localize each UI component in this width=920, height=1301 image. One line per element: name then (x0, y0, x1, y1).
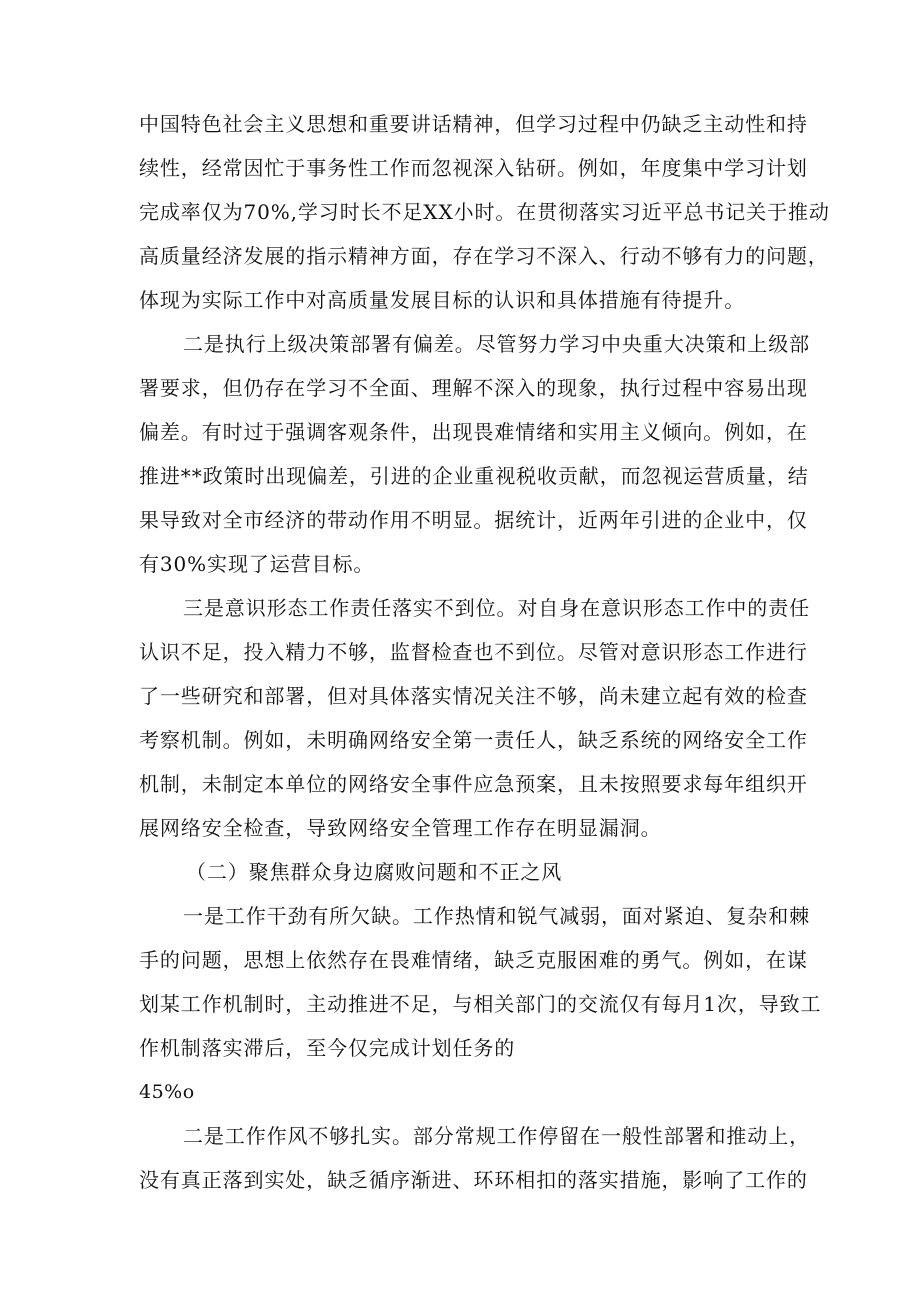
text-line: 展网络安全检查，导致网络安全管理工作存在明显漏洞。 (139, 816, 662, 840)
paragraph-start-line: 二是工作作风不够扎实。部分常规工作停留在一般性部署和推动上， (183, 1124, 810, 1148)
text-line: 果导致对全市经济的带动作用不明显。据统计，近两年引进的企业中，仅 (139, 508, 808, 532)
paragraph-start-line: 一是工作干劲有所欠缺。工作热情和锐气减弱，面对紧迫、复杂和棘 (183, 904, 810, 928)
text-line: 考察机制。例如，未明确网络安全第一责任人，缺乏系统的网络安全工作 (139, 728, 808, 752)
text-line: 机制，未制定本单位的网络安全事件应急预案，且未按照要求每年组织开 (139, 772, 808, 796)
text-line: 了一些研究和部署，但对具体落实情况关注不够，尚未建立起有效的检查 (139, 684, 808, 708)
text-line: 署要求，但仍存在学习不全面、理解不深入的现象，执行过程中容易出现 (139, 376, 808, 400)
text-line: 有30%实现了运营目标。 (139, 552, 375, 576)
text-line: 认识不足，投入精力不够，监督检查也不到位。尽管对意识形态工作进行 (139, 640, 808, 664)
text-line: 体现为实际工作中对高质量发展目标的认识和具体措施有待提升。 (139, 288, 746, 312)
paragraph-start-line: 三是意识形态工作责任落实不到位。对自身在意识形态工作中的责任 (183, 596, 810, 620)
text-line: 中国特色社会主义思想和重要讲话精神，但学习过程中仍缺乏主动性和持 (139, 112, 808, 136)
text-line: 完成率仅为70%,学习时长不足XX小时。在贯彻落实习近平总书记关于推动 (139, 200, 830, 224)
paragraph-start-line: 二是执行上级决策部署有偏差。尽管努力学习中央重大决策和上级部 (183, 332, 810, 356)
text-line: 手的问题，思想上依然存在畏难情绪，缺乏克服困难的勇气。例如，在谋 (139, 948, 808, 972)
text-line: 划某工作机制时，主动推进不足，与相关部门的交流仅有每月1次，导致工 (139, 992, 822, 1016)
text-line: 高质量经济发展的指示精神方面，存在学习不深入、行动不够有力的问题， (139, 244, 829, 268)
percentage-fragment: 45%o (139, 1081, 195, 1103)
text-line: 推进**政策时出现偏差，引进的企业重视税收贡献，而忽视运营质量，结 (139, 464, 809, 488)
text-line: 没有真正落到实处，缺乏循序渐进、环环相扣的落实措施，影响了工作的 (139, 1168, 808, 1192)
section-heading: （二）聚焦群众身边腐败问题和不正之风 (186, 860, 563, 884)
text-line: 续性，经常因忙于事务性工作而忽视深入钻研。例如，年度集中学习计划 (139, 156, 808, 180)
text-line: 作机制落实滞后，至今仅完成计划任务的 (139, 1036, 516, 1060)
text-line: 偏差。有时过于强调客观条件，出现畏难情绪和实用主义倾向。例如，在 (139, 420, 808, 444)
